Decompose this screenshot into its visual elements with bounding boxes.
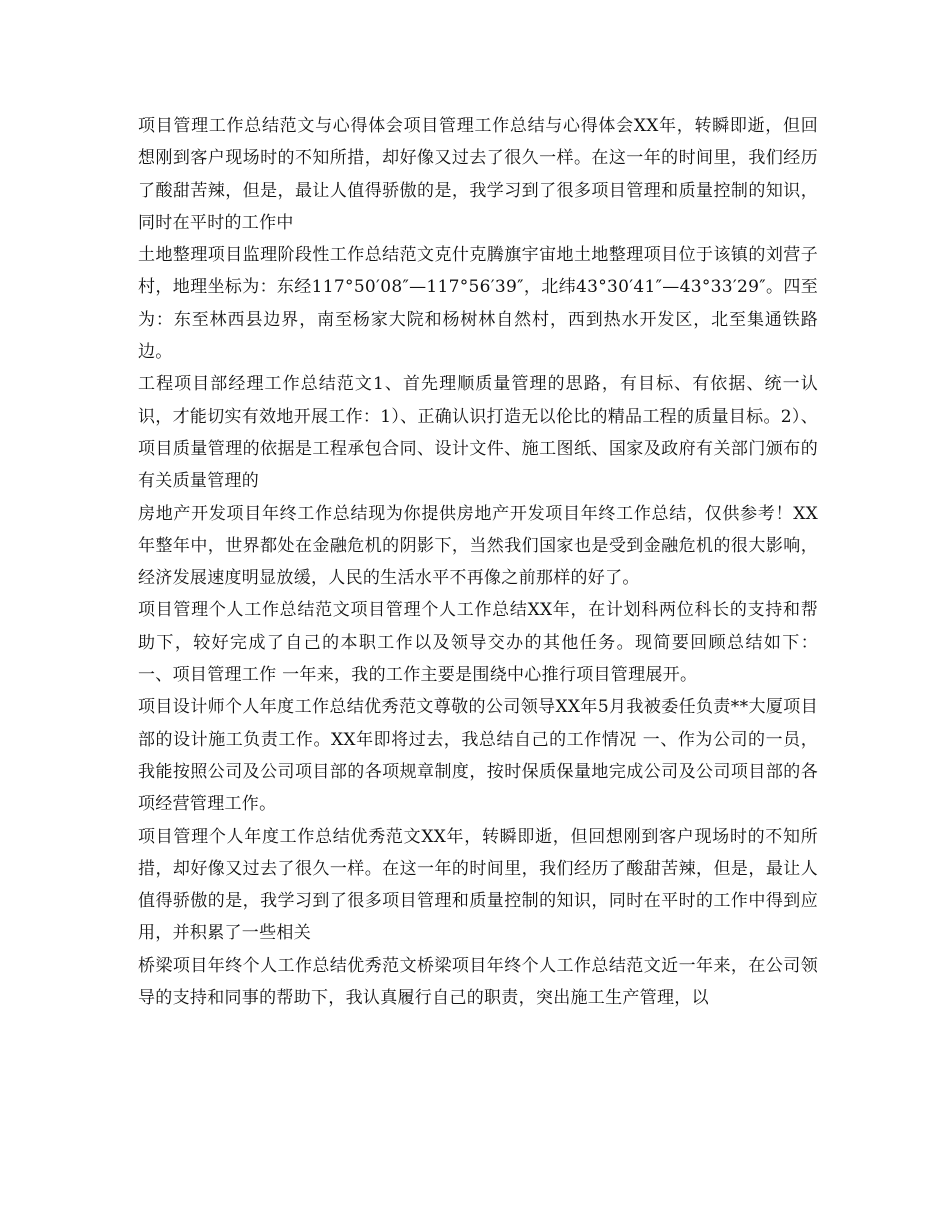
paragraph: 桥梁项目年终个人工作总结优秀范文桥梁项目年终个人工作总结范文近一年来，在公司领导的支持和同事的帮助下，我认真履行自己的职责，突出施工生产管理，以 — [138, 955, 818, 1009]
paragraph: 项目管理工作总结范文与心得体会项目管理工作总结与心得体会XX年，转瞬即逝，但回想刚到客户现场时的不知所措，却好像又过去了很久一样。在这一年的时间里，我们经历了酸甜苦辣，但是，最让人值得骄傲的是，我学习到了很多项目管理和质量控制的知识，同时在平时的工作中 — [138, 116, 818, 233]
paragraph: 项目设计师个人年度工作总结优秀范文尊敬的公司领导XX年5月我被委任负责**大厦项目部的设计施工负责工作。XX年即将过去，我总结自己的工作情况 一、作为公司的一员，我能按照公司及公司项目部的各项规章制度，按时保质保量地完成公司及公司项目部的各项经营管理工作。 — [138, 697, 818, 815]
document-body — [138, 110, 818, 1014]
paragraph: 工程项目部经理工作总结范文1、首先理顺质量管理的思路，有目标、有依据、统一认识，才能切实有效地开展工作：1）、正确认识打造无以伦比的精品工程的质量目标。2）、项目质量管理的依据是工程承包合同、设计文件、施工图纸、国家及政府有关部门颁布的有关质量管理的 — [138, 374, 818, 492]
paragraph: 项目管理个人工作总结范文项目管理个人工作总结XX年，在计划科两位科长的支持和帮助下，较好完成了自己的本职工作以及领导交办的其他任务。现简要回顾总结如下： 一、项目管理工作 一年来，我的工作主要是围绕中心推行项目管理展开。 — [138, 600, 818, 686]
paragraph: 房地产开发项目年终工作总结现为你提供房地产开发项目年终工作总结，仅供参考！XX年整年中，世界都处在金融危机的阴影下，当然我们国家也是受到金融危机的很大影响，经济发展速度明显放缓，人民的生活水平不再像之前那样的好了。 — [138, 503, 818, 589]
paragraph: 土地整理项目监理阶段性工作总结范文克什克腾旗宇宙地土地整理项目位于该镇的刘营子村，地理坐标为：东经117°50′08″—117°56′39″，北纬43°30′41″—43°33′29″。四至为：东至林西县边界，南至杨家大院和杨树林自然村，西到热水开发区，北至集通铁路边。 — [138, 245, 818, 363]
paragraph: 项目管理个人年度工作总结优秀范文XX年，转瞬即逝，但回想刚到客户现场时的不知所措，却好像又过去了很久一样。在这一年的时间里，我们经历了酸甜苦辣，但是，最让人值得骄傲的是，我学习到了很多项目管理和质量控制的知识，同时在平时的工作中得到应用，并积累了一些相关 — [138, 826, 818, 944]
